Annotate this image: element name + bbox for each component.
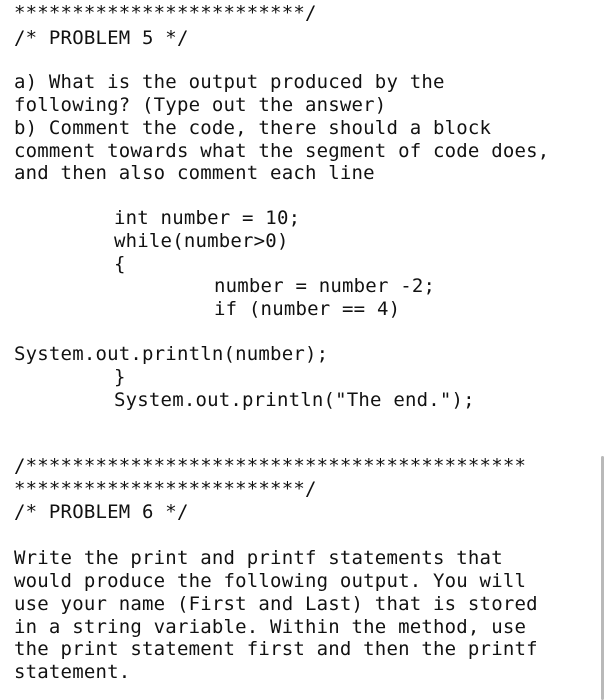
problem5-instruction-line: a) What is the output produced by the xyxy=(14,71,445,93)
code-line-while: while(number>0) xyxy=(114,230,289,252)
code-line-if: if (number == 4) xyxy=(214,298,401,320)
problem6-instruction-line: the print statement first and then the printf xyxy=(14,638,538,660)
problem6-rule-1: /******************************************* xyxy=(14,455,527,477)
problem6-title: /* PROBLEM 6 */ xyxy=(14,501,189,523)
problem5-top-rule: *************************/ xyxy=(14,2,317,24)
problem5-instruction-line: and then also comment each line xyxy=(14,162,375,184)
problem6-instruction-line: use your name (First and Last) that is stored xyxy=(14,593,538,615)
problem5-title: /* PROBLEM 5 */ xyxy=(14,27,189,49)
problem6-instruction-line: in a string variable. Within the method, use xyxy=(14,616,527,638)
vertical-scrollbar[interactable] xyxy=(601,456,604,700)
code-line-println-number: System.out.println(number); xyxy=(14,343,329,365)
code-line-open-brace: { xyxy=(114,253,126,275)
code-line-println-end: System.out.println("The end."); xyxy=(114,389,475,411)
problem6-instruction-line: Write the print and printf statements that xyxy=(14,547,503,569)
problem6-instruction-line: would produce the following output. You will xyxy=(14,570,527,592)
problem6-rule-2: *************************/ xyxy=(14,478,317,500)
problem5-instruction-line: comment towards what the segment of code does, xyxy=(14,140,550,162)
problem5-instruction-line: following? (Type out the answer) xyxy=(14,94,387,116)
problem5-instruction-line: b) Comment the code, there should a block xyxy=(14,117,492,139)
problem6-instruction-line: statement. xyxy=(14,661,131,683)
code-line-int-number: int number = 10; xyxy=(114,207,301,229)
code-line-decrement: number = number -2; xyxy=(214,275,436,297)
code-line-close-brace: } xyxy=(114,366,126,388)
